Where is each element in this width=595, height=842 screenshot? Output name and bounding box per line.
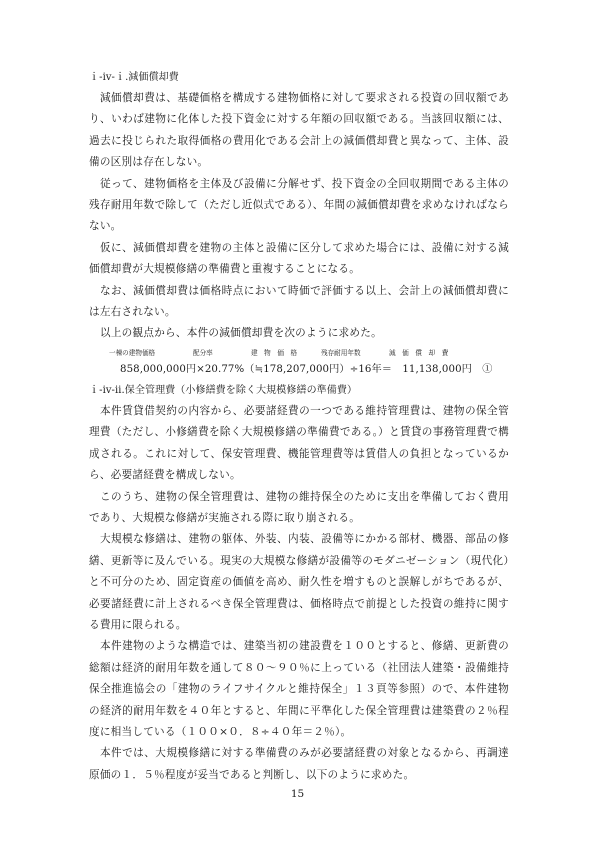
paragraph: 仮に、減価償却費を建物の主体と設備に区分して求めた場合には、設備に対する減価償却費が大規模修繕の準備費と重複することになる。 (89, 241, 509, 276)
formula-label-allocation-rate: 配分率 (193, 348, 213, 357)
formula-labels (89, 345, 509, 361)
paragraph: 減価償却費は、基礎価格を構成する建物価格に対して要求される投資の回収額であり、いわば建物に化体した投下資金に対する年額の回収額である。当該回収額には、過去に投じられた取得価格の費用化である会計上の減価償却費と異なって、主体、設備の区別は存在しない。 (89, 92, 509, 169)
formula-label-building-price: 建 物 価 格 (251, 348, 298, 357)
page-number: 15 (290, 788, 305, 800)
section-heading-depreciation: ｉ-ⅳ-ｉ.減価償却費 (89, 72, 179, 83)
formula-label-depreciation: 減 価 償 却 費 (389, 348, 449, 357)
document-body (89, 67, 509, 786)
formula-label-building-price-whole: 一棟の建物価格 (109, 348, 156, 357)
paragraph: 本件賃貸借契約の内容から、必要諸経費の一つである維持管理費は、建物の保全管理費（ただし、小修繕費を除く大規模修繕の準備費である。）と賃貸の事務管理費で構成される。これに対して、保安管理費、機能管理費等は賃借人の負担となっているから、必要諸経費を構成しない。 (89, 404, 509, 482)
depreciation-formula: 858,000,000円×20.77%（≒178,207,000円）÷16年＝ 11,138,000円 ① (120, 363, 493, 375)
paragraph: 従って、建物価格を主体及び設備に分解せず、投下資金の全回収期間である主体の残存耐用年数で除して（ただし近似式である）、年間の減価償却費を求めなければならない。 (89, 177, 509, 233)
paragraph: 本件建物のような構造では、建築当初の建設費を１００とすると、修繕、更新費の総額は経済的耐用年数を通して８０～９０％に上っている（社団法人建築・設備維持保全推進協会の「建物のライフサイクルと維持保全」１３頁等参照）ので、本件建物の経済的耐用年数を４０年とすると、年間に平準化した保全管理費は建築費の２％程度に相当している（１００×０．８÷４０年＝２％）。 (89, 640, 509, 738)
section-heading-maintenance: ｉ-ⅳ-ⅱ.保全管理費（小修繕費を除く大規模修繕の準備費） (89, 384, 358, 396)
paragraph: 以上の観点から、本件の減価償却費を次のように求めた。 (100, 327, 382, 340)
paragraph: このうち、建物の保全管理費は、建物の維持保全のために支出を準備しておく費用であり、大規模な修繕が実施される際に取り崩される。 (89, 490, 509, 524)
paragraph: 本件では、大規模修繕に対する準備費のみが必要諸経費の対象となるから、再調達原価の１．５％程度が妥当であると判断し、以下のように求めた。 (89, 747, 509, 781)
paragraph: なお、減価償却費は価格時点において時価で評価する以上、会計上の減価償却費には左右されない。 (89, 284, 509, 319)
paragraph: 大規模な修繕は、建物の躯体、外装、内装、設備等にかかる部材、機器、部品の修繕、更新等に及んでいる。現実の大規模な修繕が設備等のモダニゼーション（現代化）と不可分のため、固定資産の価値を高め、耐久性を増すものと誤解しがちであるが、必要諸経費に計上されるべき保全管理費は、価格時点で前提とした投資の維持に関する費用に限られる。 (89, 533, 509, 631)
formula-label-remaining-life: 残存耐用年数 (321, 348, 361, 357)
